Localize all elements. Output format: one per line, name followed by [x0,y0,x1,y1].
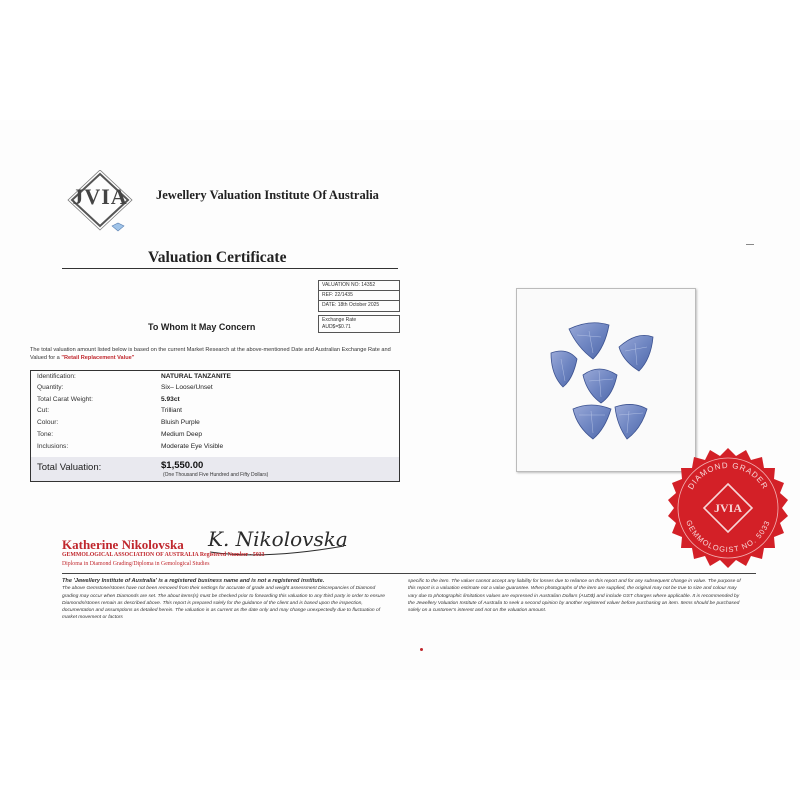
total-label: Total Valuation: [37,462,102,473]
detail-value: Six– Loose/Unset [161,384,213,391]
detail-label: Inclusions: [37,443,69,450]
exchange-rate-box [318,315,400,333]
valuation-date: DATE: 18th October 2025 [318,301,400,311]
total-valuation-row [31,457,399,481]
seal-center-text: JVIA [713,501,743,515]
detail-value: Medium Deep [161,431,203,438]
diamond-grader-seal [664,444,792,572]
detail-row-carat-weight [31,394,399,405]
signatory-name: Katherine Nikolovska [62,537,184,552]
disclaimer-right: specific to the item. The valuer cannot accept any liability for losses due to reliance on this report and for any subsequent change in value. The purpose of this report is a valuation estimate not a value guarantee. When photographs of the item are supplied, the original may not be true to size and colour may vary due to photographic limitations values are expressed in Australian Dollars (AUD$) and include GST charges where applicable. It is recommended by the Jewellery Valuation Institute of Australia to seek a second opinion by another registered valuer before purchasing an item. Items should be purchased solely on a customer's interest and not on the valuation amount. [408,579,741,614]
salutation: To Whom It May Concern [148,322,256,332]
disclaimer-left-text: The above Gemstone/stones have not been removed from their settings for accurate of grade and weight assessment Discrepancies of Diamond grading may occur when Diamonds are set. The about items(s) must be checked prior to forwarding this valuation to any third party in order to ensure Diamonds/stones remain as described above. This report is prepared solely for the guidance of the client and is based upon the inspection, documentation and assumptions as detailed herein. The valuation is as current as the date only and may change unexpectedly due to fluctuation of market movement or factors [62,586,385,621]
valuation-info-box [318,280,400,333]
detail-label: Total Carat Weight: [37,396,93,403]
detail-label: Cut: [37,407,50,414]
detail-row-tone [31,429,399,440]
detail-value: Moderate Eye Visible [161,443,224,450]
detail-label: Identification: [37,373,76,380]
gemstone [551,323,653,439]
certificate-title: Valuation Certificate [148,249,287,266]
detail-row-inclusions [31,441,399,452]
title-divider [62,268,398,269]
detail-label: Colour: [37,419,59,426]
detail-row-identification [31,371,399,382]
logo-text: JVIA [72,184,128,209]
detail-value: Bluish Purple [161,419,200,426]
jvia-logo [66,170,134,234]
gemmological-association-line: GEMMOLOGICAL ASSOCIATION OF AUSTRALIA Registered Number - 5033 [62,552,265,558]
disclaimer-lead: The 'Jewellery Institute of Australia' is a registered business name and is not a registered institute. [62,578,325,584]
total-value: $1,550.00 [161,460,204,471]
svg-text:K. Nikolovska: K. Nikolovska [208,527,348,551]
diploma-line: Diploma in Diamond Grading/Diploma in Gemological Studies [62,561,210,567]
exchange-rate-value: AUD$=$0.71 [322,323,351,330]
organisation-name: Jewellery Valuation Institute Of Australia [156,188,379,202]
valuation-number: VALUATION NO: 14352 [318,280,400,291]
detail-value: NATURAL TANZANITE [161,373,231,380]
detail-row-quantity [31,382,399,393]
red-mark [420,648,423,651]
edge-mark [746,244,754,245]
detail-label: Tone: [37,431,54,438]
total-in-words: (One Thousand Five Hundred and Fifty Dollars) [163,472,269,478]
detail-row-cut [31,405,399,416]
disclaimer-left [62,578,392,622]
reference-number: REF: 22/1435 [318,291,400,301]
intro-text: The total valuation amount listed below is based on the current Market Research at the above-mentioned Date and Australian Exchange Rate and Valued for a [30,347,391,361]
exchange-rate-label: Exchange Rate [322,316,357,323]
detail-value: 5.93ct [161,396,180,403]
retail-replacement-highlight: "Retail Replacement Value" [61,355,135,361]
seal-bottom-text: GEMMOLOGIST NO. 5033 [684,518,772,555]
intro-paragraph [30,346,402,362]
valuation-details-table [30,370,400,482]
detail-label: Quantity: [37,384,64,391]
footer-divider [62,573,756,574]
detail-row-colour [31,417,399,428]
seal-top-text: DIAMOND GRADER [686,460,770,492]
detail-value: Trilliant [161,407,183,414]
